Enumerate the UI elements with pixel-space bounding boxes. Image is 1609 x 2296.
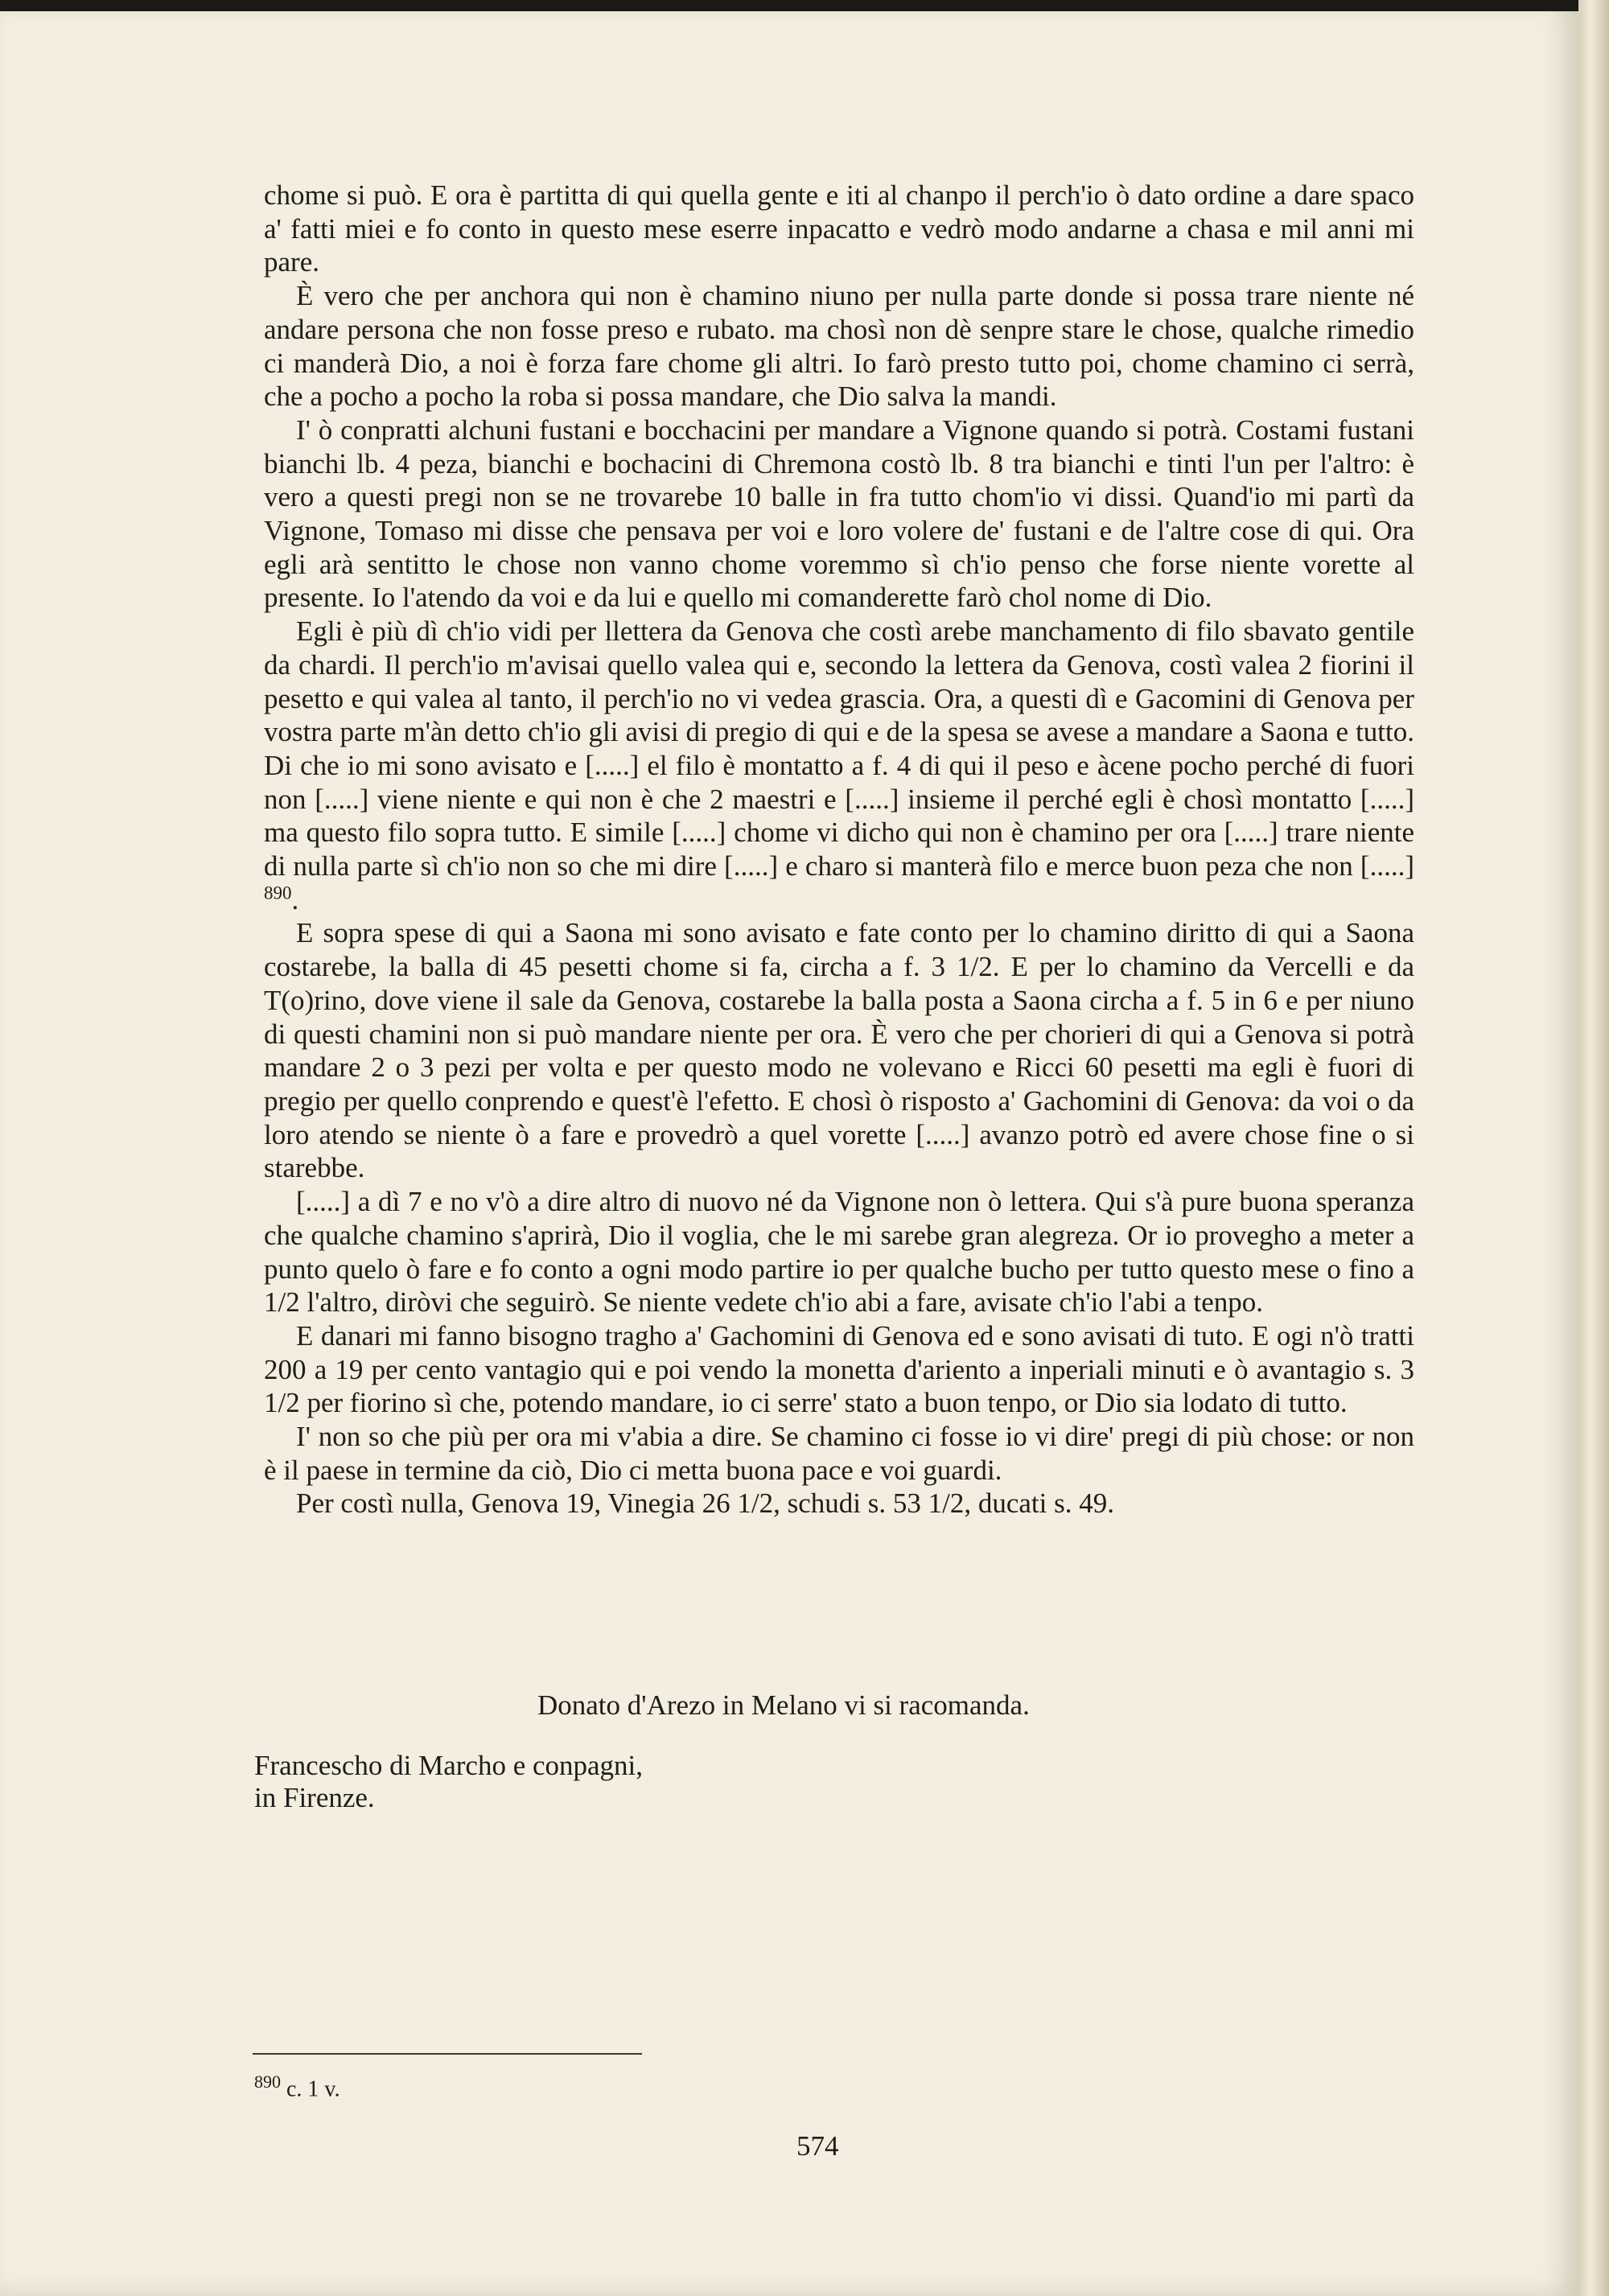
address-line-2: in Firenze.: [254, 1782, 375, 1813]
page-edge: [1578, 0, 1609, 2296]
scan-border: [0, 0, 1578, 11]
footnote-reference-tail: .: [291, 883, 299, 916]
paragraph-1: chome si può. E ora è partitta di qui quella gente e iti al chanpo il perch'io ò dato ordine a dare spaco a' fatti miei e fo conto in questo mese eserre inpacatto e vedrò modo andarne a chasa e mil anni mi pare.: [264, 179, 1414, 278]
paragraph-7: E danari mi fanno bisogno tragho a' Gachomini di Genova ed e sono avisati di tuto. E ogi n'ò tratti 200 a 19 per cento vantagio qui e poi vendo la monetta d'ariento a inperiali minuti e ò avantagio s. 3 1/2 per fiorino sì che, potendo mandare, io ci serre' stato a buon tenpo, or Dio sia lodato di tutto.: [264, 1319, 1414, 1419]
footnote-number: 890: [254, 2072, 281, 2092]
address-block: [254, 1750, 643, 1814]
paragraph-6: [.....] a dì 7 e no v'ò a dire altro di nuovo né da Vignone non ò lettera. Qui s'à pure buona speranza che qualche chamino s'aprirà, Dio il voglia, che le mi sarebe gran alegreza. Or io proveghо a meter a punto quelo ò fare e fo conto a ogni modo partire io per qualche bucho per tutto questo mese o fino a 1/2 l'altro, diròvi che seguirò. Se niente vedete ch'io abi a fare, avisate ch'io l'abi a tenpo.: [264, 1186, 1414, 1319]
footnote-text: c. 1 v.: [286, 2076, 340, 2102]
paragraph-5: E sopra spese di qui a Saona mi sono avisato e fate conto per lo chamino diritto di qui a Saona costarebe, la balla di 45 pesetti chome si fa, circha a f. 3 1/2. E per lo chamino da Vercelli e da T(o)rino, dove viene il sale da Genova, costarebe la balla posta a Saona circha a f. 5 in 6 e per niuno di questi chamini non si può mandare niente per ora. È vero che per chorieri di qui a Genova si potrà mandare 2 o 3 pezi per volta e per questo modo ne volevano e Ricci 60 pesetti ma egli è fuori di pregio per quello conprendo e quest'è l'efetto. E chosì ò risposto a' Gachomini di Genova: da voi o da loro atendo se niente ò a fare e provedrò a quel vorette [.....] avanzo potrò ed avere chose fine o si starebbe.: [264, 917, 1414, 1184]
paragraph-4: [264, 615, 1414, 916]
page-number: 574: [796, 2130, 839, 2162]
address-line-1: Francescho di Marcho e conpagni,: [254, 1750, 644, 1781]
footnote-reference: 890: [264, 883, 292, 903]
paragraph-3: I' ò conpratti alchuni fustani e bocchacini per mandare a Vignone quando si potrà. Costami fustani bianchi lb. 4 peza, bianchi e bochacini di Chremona costò lb. 8 tra bianchi e tinti l'un per l'altro: è vero a questi pregi non se ne trovarebe 10 balle in fra tutto chom'io vi dissi. Quand'io mi partì da Vignone, Tomaso mi disse che pensava per voi e loro volere de' fustani e de l'altre cose di qui. Ora egli arà sentitto le chose non vanno chome voremmo sì ch'io penso che forse niente vorette al presente. Io l'atendo da voi e da lui e quello mi comanderette farò chol nome di Dio.: [264, 414, 1414, 614]
paragraph-4-text: Egli è più dì ch'io vidi per llettera da Genova che costì arebe manchamento di filo sbavato gentile da chardi. Il perch'io m'avisai quello valea qui e, secondo la lettera da Genova, costì valea 2 fiorini il pesetto e qui valea al tanto, il perch'io no vi vedea grascia. Ora, a questi dì e Gacomini di Genova per vostra parte m'àn detto ch'io gli avisi di pregio di qui e de la spesa se avese a mandare a Saona e tutto. Di che io mi sono avisato e [.....] el filo è montatto a f. 4 di qui il peso e àcene pocho perché di fuori non [.....] viene niente e qui non è che 2 maestri e [.....] insieme il perché egli è chosì montatto [.....] ma questo filo sopra tutto. E simile [.....] chome vi dicho qui non è chamino per ora [.....] trare niente di nulla parte sì ch'io non so che mi dire [.....] e charo si manterà filo e merce buon peza che non [.....]: [264, 615, 1414, 883]
letter-body: [264, 179, 1414, 1520]
footnote-divider: [253, 2053, 642, 2055]
signature-line: Donato d'Arezo in Melano vi si racomanda.: [537, 1689, 1030, 1721]
footnote: [254, 2072, 340, 2102]
paragraph-9: Per costì nulla, Genova 19, Vinegia 26 1/2, schudi s. 53 1/2, ducati s. 49.: [296, 1487, 1114, 1520]
paragraph-8: I' non so che più per ora mi v'abia a dire. Se chamino ci fosse io vi dire' pregi di più chose: or non è il paese in termine da ciò, Dio ci metta buona pace e voi guardi.: [264, 1421, 1414, 1486]
paragraph-2: È vero che per anchora qui non è chamino niuno per nulla parte donde si possa trare niente né andare persona che non fosse preso e rubato. ma chosì non dè senpre stare le chose, qualche rimedio ci manderà Dio, a noi è forza fare chome gli altri. Io farò presto tutto poi, chome chamino ci serrà, che a pocho a pocho la roba si possa mandare, che Dio salva la mandi.: [264, 280, 1414, 413]
